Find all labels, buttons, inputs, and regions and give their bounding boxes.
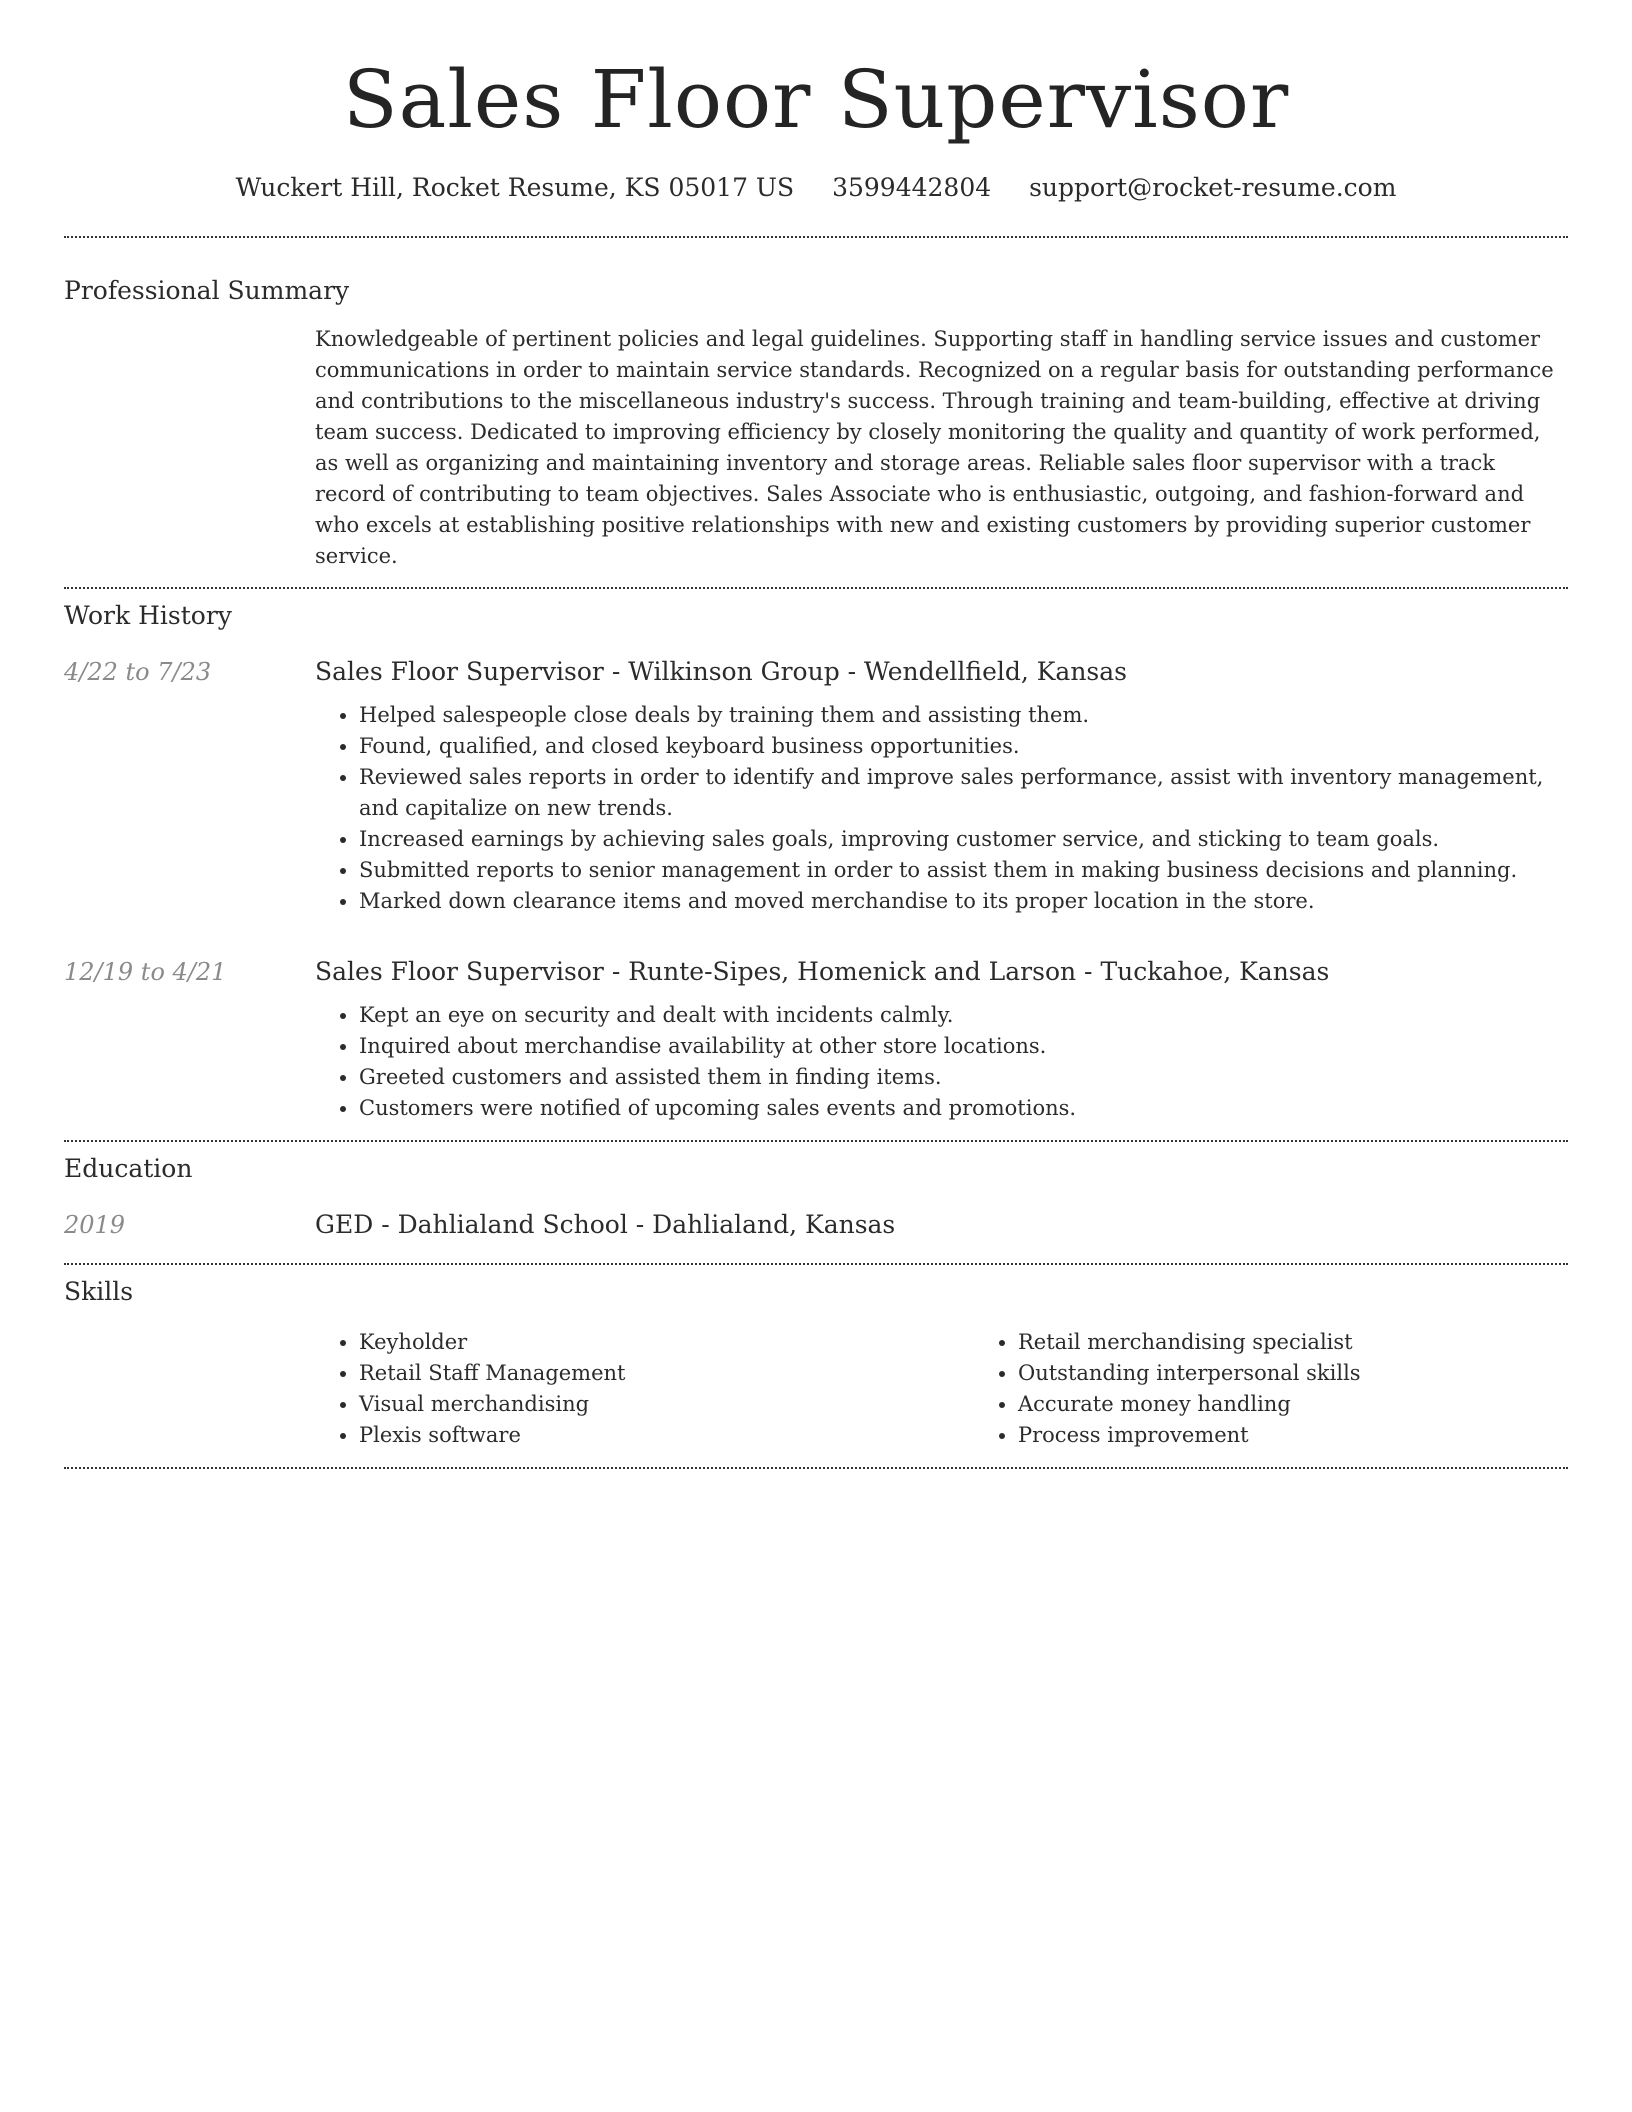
resume-page (64, 0, 1568, 1469)
section-title-summary: Professional Summary (64, 276, 350, 305)
list-item: • Process improvement (1018, 1420, 1632, 1451)
list-item: • Reviewed sales reports in order to identify and improve sales performance, assist with inventory management, and capitalize on new trends. (359, 762, 1568, 824)
list-item: • Retail Staff Management (359, 1358, 974, 1389)
job-dates: 12/19 to 4/21 (64, 958, 227, 986)
list-item: • Found, qualified, and closed keyboard business opportunities. (359, 731, 1568, 762)
education-section (64, 1142, 1568, 1241)
list-item: • Outstanding interpersonal skills (1018, 1358, 1632, 1389)
section-title-work: Work History (64, 601, 232, 630)
job-entry (64, 956, 1568, 1124)
job-entry (64, 656, 1568, 917)
list-item: • Kept an eye on security and dealt with incidents calmly. (359, 1000, 1568, 1031)
contact-line (64, 168, 1568, 208)
phone: 3599442804 (832, 173, 992, 202)
skills-list-right (974, 1327, 1632, 1451)
list-item: • Accurate money handling (1018, 1389, 1632, 1420)
summary-section (64, 238, 1568, 572)
list-item: • Plexis software (359, 1420, 974, 1451)
email: support@rocket-resume.com (1029, 173, 1397, 202)
job-heading: Sales Floor Supervisor - Wilkinson Group - Wendellfield, Kansas (315, 657, 1127, 686)
list-item: • Marked down clearance items and moved merchandise to its proper location in the store. (359, 886, 1568, 917)
section-title-education: Education (64, 1154, 193, 1183)
candidate-name: Sales Floor Supervisor (342, 53, 1290, 146)
address: Wuckert Hill, Rocket Resume, KS 05017 US (235, 173, 795, 202)
list-item: • Helped salespeople close deals by training them and assisting them. (359, 700, 1568, 731)
list-item: • Inquired about merchandise availability at other store locations. (359, 1031, 1568, 1062)
education-year: 2019 (64, 1211, 126, 1239)
work-section (64, 589, 1568, 1124)
job-bullets (315, 1000, 1568, 1124)
skills-list-left (315, 1327, 974, 1451)
education-entry: GED - Dahlialand School - Dahlialand, Kansas (315, 1210, 896, 1239)
list-item: • Submitted reports to senior management in order to assist them in making business decisions and planning. (359, 855, 1568, 886)
list-item: • Retail merchandising specialist (1018, 1327, 1632, 1358)
job-dates: 4/22 to 7/23 (64, 658, 212, 686)
job-bullets (315, 700, 1568, 917)
summary-text: Knowledgeable of pertinent policies and legal guidelines. Supporting staff in handling service issues and customer communications in order to maintain service standards. Recognized on a regular basis for outstanding performance and contributions to the miscellaneous industry's success. Through training and team-building, effective at driving team success. Dedicated to improving efficiency by closely monitoring the quality and quantity of work performed, as well as organizing and maintaining inventory and storage areas. Reliable sales floor supervisor with a track record of contributing to team objectives. Sales Associate who is enthusiastic, outgoing, and fashion-forward and who excels at establishing positive relationships with new and existing customers by providing superior customer service. (315, 327, 1554, 568)
job-heading: Sales Floor Supervisor - Runte-Sipes, Homenick and Larson - Tuckahoe, Kansas (315, 957, 1330, 986)
list-item: • Visual merchandising (359, 1389, 974, 1420)
list-item: • Customers were notified of upcoming sales events and promotions. (359, 1093, 1568, 1124)
list-item: • Keyholder (359, 1327, 974, 1358)
section-title-skills: Skills (64, 1277, 134, 1306)
list-item: • Greeted customers and assisted them in finding items. (359, 1062, 1568, 1093)
skills-section (64, 1265, 1568, 1451)
divider (64, 1467, 1568, 1469)
list-item: • Increased earnings by achieving sales goals, improving customer service, and sticking to team goals. (359, 824, 1568, 855)
